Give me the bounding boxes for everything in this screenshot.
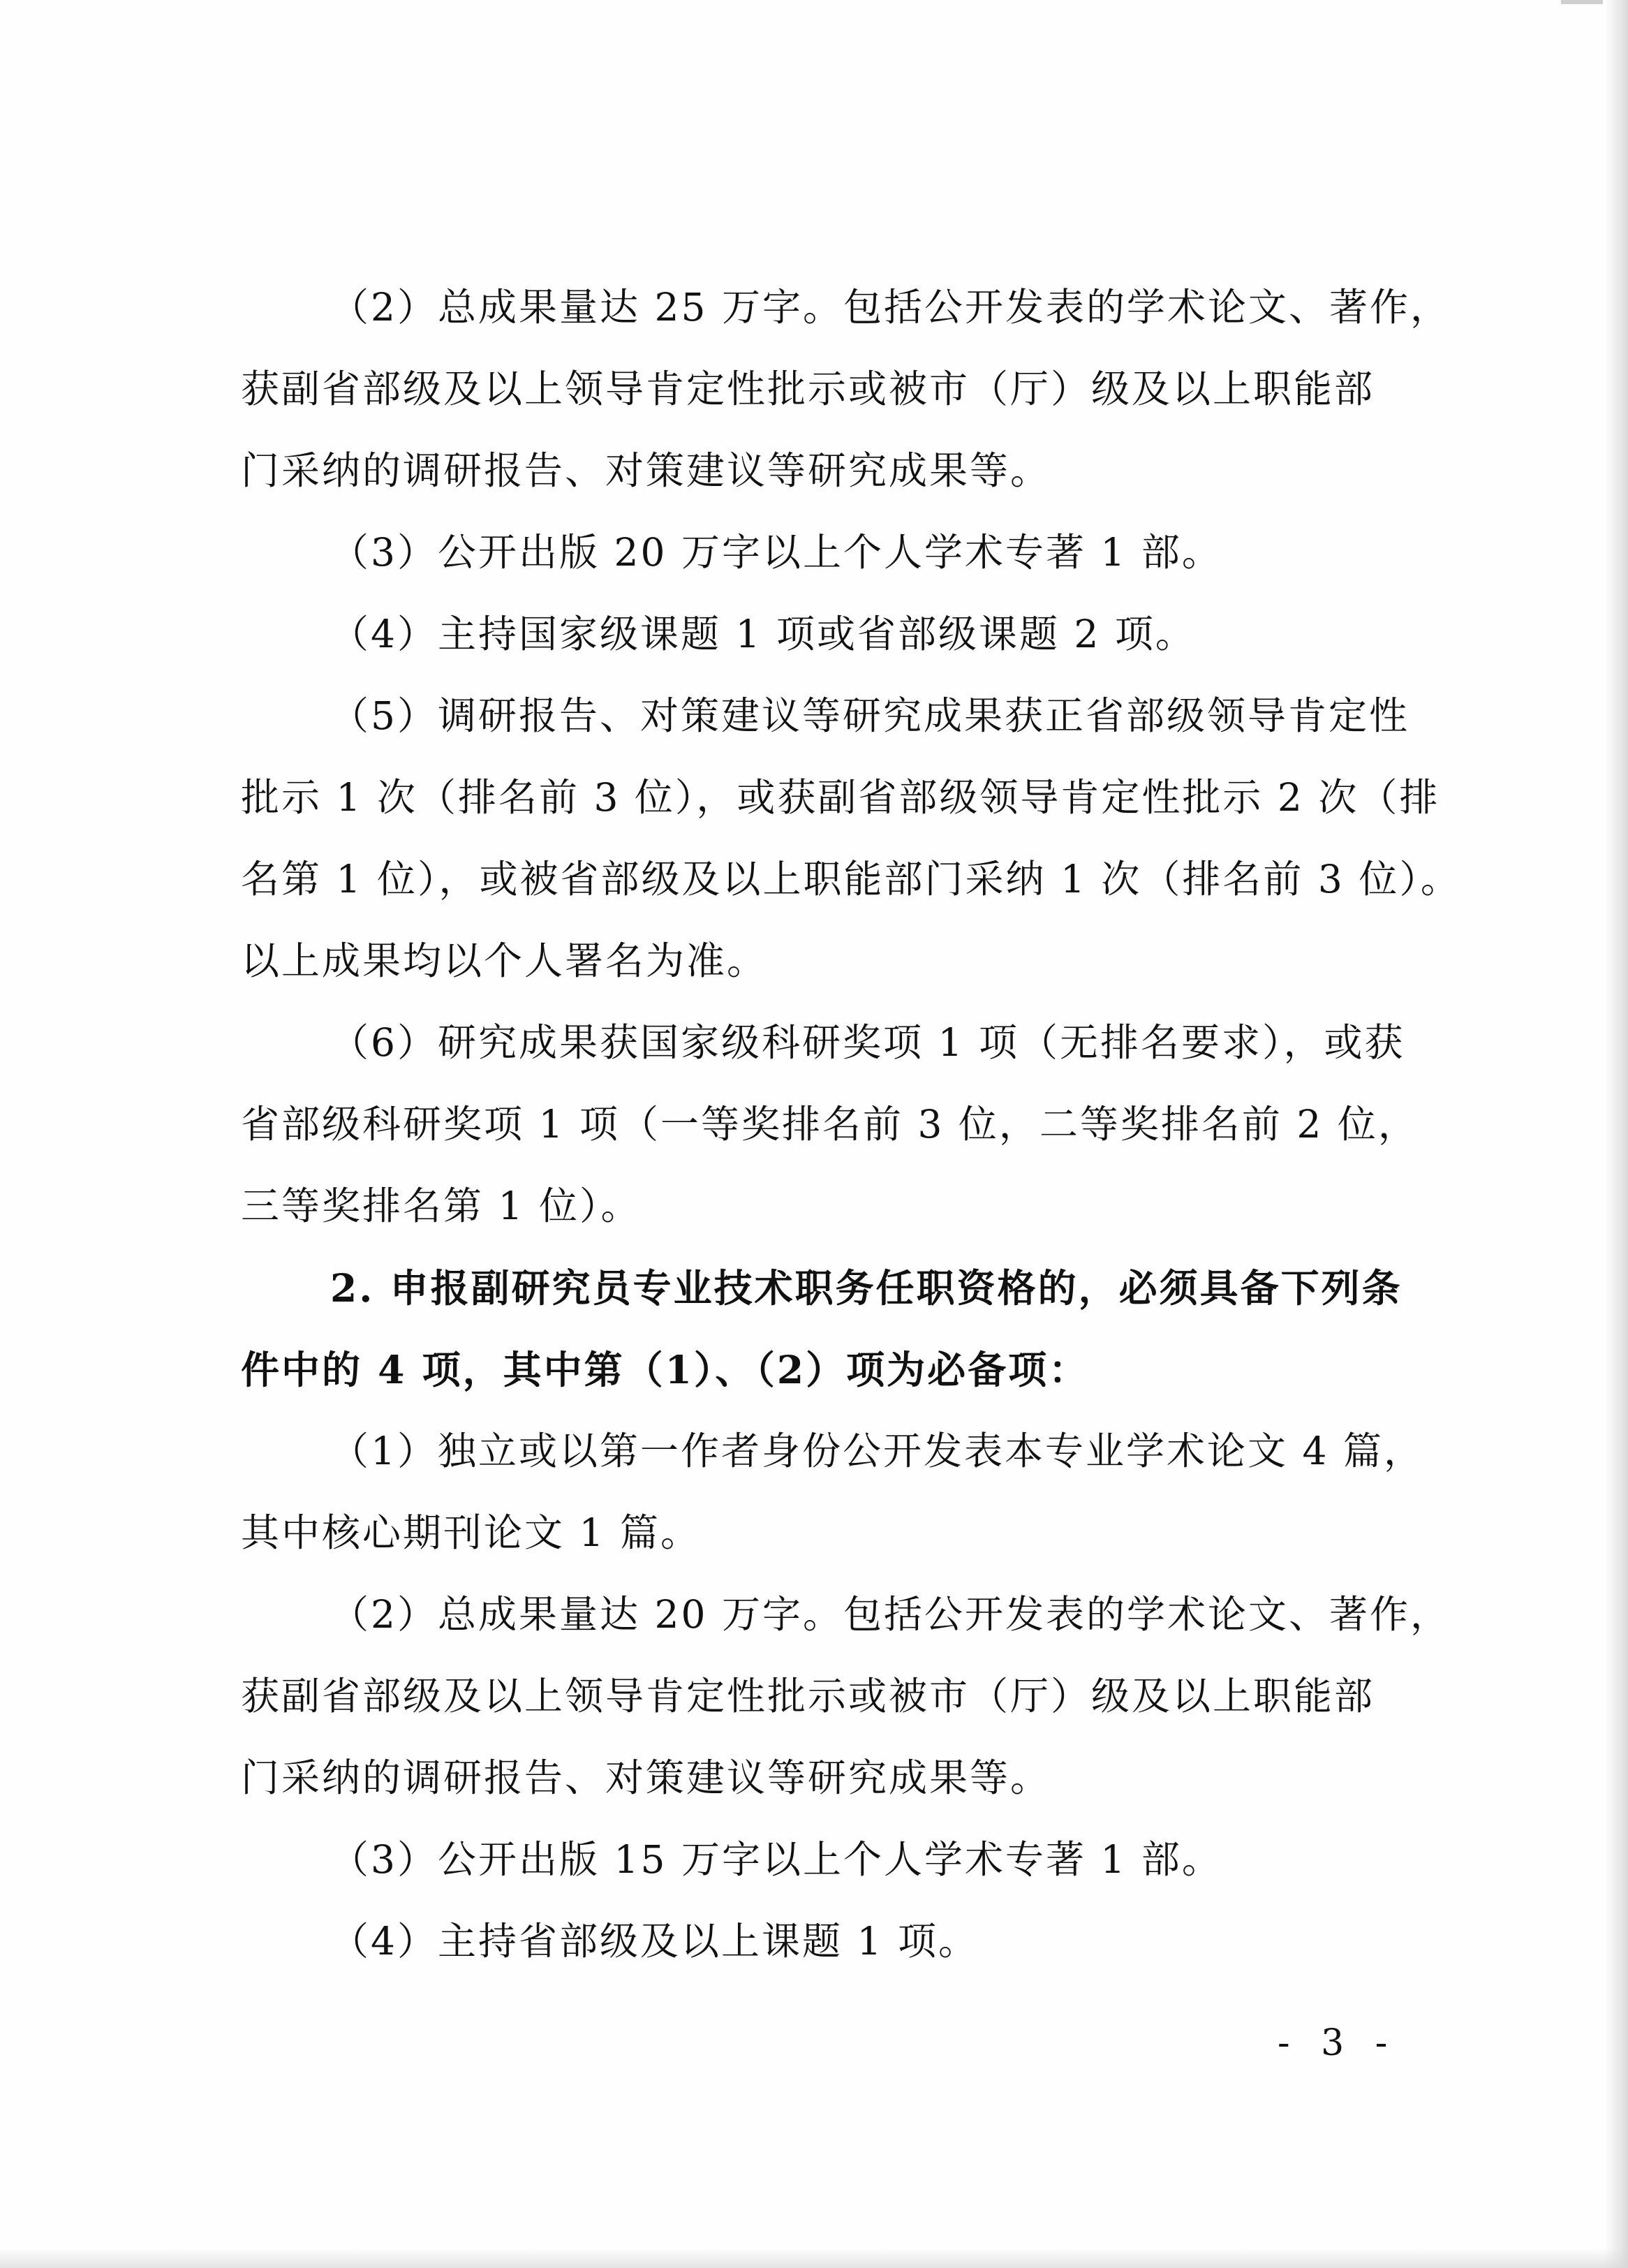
text-line: （4）主持国家级课题 1 项或省部级课题 2 项。 — [330, 612, 1196, 656]
text-line: （2）总成果量达 25 万字。包括公开发表的学术论文、著作， — [330, 285, 1451, 330]
text-line: （3）公开出版 20 万字以上个人学术专著 1 部。 — [330, 530, 1222, 575]
text-line: （1）独立或以第一作者身份公开发表本专业学术论文 4 篇， — [330, 1429, 1424, 1473]
text-line: 获副省部级及以上领导肯定性批示或被市（厅）级及以上职能部 — [241, 367, 1375, 411]
scan-edge-right — [1604, 0, 1628, 2268]
text-line: 获副省部级及以上领导肯定性批示或被市（厅）级及以上职能部 — [241, 1674, 1375, 1718]
text-line: 其中核心期刊论文 1 篇。 — [241, 1510, 701, 1555]
text-line: 省部级科研奖项 1 项（一等奖排名前 3 位，二等奖排名前 2 位， — [241, 1102, 1419, 1147]
text-line: （6）研究成果获国家级科研奖项 1 项（无排名要求），或获 — [330, 1020, 1405, 1065]
text-line: （3）公开出版 15 万字以上个人学术专著 1 部。 — [330, 1837, 1222, 1882]
text-line: 批示 1 次（排名前 3 位），或获副省部级领导肯定性批示 2 次（排 — [241, 775, 1440, 820]
text-line: （2）总成果量达 20 万字。包括公开发表的学术论文、著作， — [330, 1592, 1451, 1637]
section-heading-line: 件中的 4 项，其中第（1）、（2）项为必备项： — [241, 1347, 1090, 1392]
text-line: 名第 1 位），或被省部级及以上职能部门采纳 1 次（排名前 3 位）。 — [241, 857, 1461, 901]
text-line: （4）主持省部级及以上课题 1 项。 — [330, 1919, 979, 1964]
scan-edge-bottom — [0, 2248, 1628, 2268]
text-line: 门采纳的调研报告、对策建议等研究成果等。 — [241, 1755, 1051, 1800]
page-number: - 3 - — [1278, 2022, 1398, 2064]
section-heading-line: 2. 申报副研究员专业技术职务任职资格的，必须具备下列条 — [330, 1265, 1403, 1311]
document-body — [241, 267, 1461, 1982]
text-line: 门采纳的调研报告、对策建议等研究成果等。 — [241, 448, 1051, 493]
text-line: 三等奖排名第 1 位）。 — [241, 1184, 642, 1228]
text-line: 以上成果均以个人署名为准。 — [241, 938, 768, 983]
scan-artifact-top — [1561, 0, 1603, 4]
text-line: （5）调研报告、对策建议等研究成果获正省部级领导肯定性 — [330, 693, 1409, 738]
